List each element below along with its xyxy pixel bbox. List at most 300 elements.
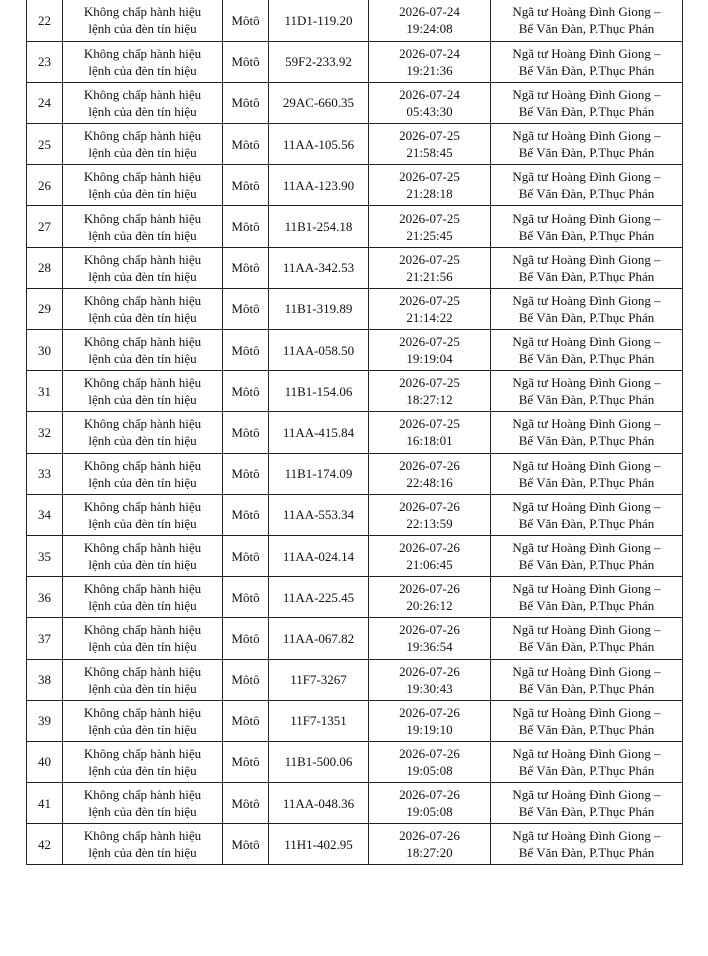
vehicle-type: Môtô xyxy=(231,836,260,852)
table-row xyxy=(27,0,683,41)
cell-violation xyxy=(63,741,223,782)
violation-date: 2026-07-26 xyxy=(399,828,460,844)
violation-text-line2: lệnh của đèn tín hiệu xyxy=(88,474,197,490)
cell-license-plate xyxy=(269,659,369,700)
table-row xyxy=(27,124,683,165)
row-number: 30 xyxy=(38,342,51,358)
cell-timestamp xyxy=(369,577,491,618)
violation-date: 2026-07-24 xyxy=(399,45,460,61)
violation-text-line1: Không chấp hành hiệu xyxy=(83,581,202,597)
cell-violation xyxy=(63,371,223,412)
cell-timestamp xyxy=(369,659,491,700)
location-line1: Ngã tư Hoàng Đình Giong – xyxy=(512,540,661,556)
row-number: 25 xyxy=(38,136,51,152)
violation-time: 19:30:43 xyxy=(406,680,453,696)
cell-location xyxy=(491,330,683,371)
location-line1: Ngã tư Hoàng Đình Giong – xyxy=(512,457,661,473)
table-row xyxy=(27,783,683,824)
cell-stt xyxy=(27,659,63,700)
violation-text-line2: lệnh của đèn tín hiệu xyxy=(88,227,197,243)
violation-time: 22:13:59 xyxy=(406,515,453,531)
vehicle-type: Môtô xyxy=(231,342,260,358)
table-row xyxy=(27,412,683,453)
location-line2: Bế Văn Đàn, P.Thục Phán xyxy=(518,186,655,202)
cell-stt xyxy=(27,535,63,576)
cell-license-plate xyxy=(269,0,369,41)
cell-location xyxy=(491,741,683,782)
location-line1: Ngã tư Hoàng Đình Giong – xyxy=(512,334,661,350)
vehicle-type: Môtô xyxy=(231,630,260,646)
location-line2: Bế Văn Đàn, P.Thục Phán xyxy=(518,227,655,243)
cell-location xyxy=(491,288,683,329)
violation-date: 2026-07-26 xyxy=(399,540,460,556)
violation-text-line2: lệnh của đèn tín hiệu xyxy=(88,186,197,202)
cell-violation xyxy=(63,824,223,865)
cell-license-plate xyxy=(269,371,369,412)
table-row xyxy=(27,700,683,741)
row-number: 28 xyxy=(38,260,51,276)
license-plate: 11AA-342.53 xyxy=(282,260,355,276)
cell-timestamp xyxy=(369,494,491,535)
violation-text-line2: lệnh của đèn tín hiệu xyxy=(88,268,197,284)
violation-time: 20:26:12 xyxy=(406,598,453,614)
cell-stt xyxy=(27,700,63,741)
cell-stt xyxy=(27,165,63,206)
violation-date: 2026-07-26 xyxy=(399,498,460,514)
cell-timestamp xyxy=(369,206,491,247)
violation-text-line1: Không chấp hành hiệu xyxy=(83,828,202,844)
cell-timestamp xyxy=(369,412,491,453)
location-line1: Ngã tư Hoàng Đình Giong – xyxy=(512,787,661,803)
cell-location xyxy=(491,247,683,288)
violation-time: 19:24:08 xyxy=(406,21,453,37)
violation-text-line1: Không chấp hành hiệu xyxy=(83,334,202,350)
table-row xyxy=(27,494,683,535)
vehicle-type: Môtô xyxy=(231,548,260,564)
cell-license-plate xyxy=(269,247,369,288)
violation-text-line1: Không chấp hành hiệu xyxy=(83,210,202,226)
table-row xyxy=(27,453,683,494)
location-line1: Ngã tư Hoàng Đình Giong – xyxy=(512,663,661,679)
cell-stt xyxy=(27,330,63,371)
cell-stt xyxy=(27,82,63,123)
location-line2: Bế Văn Đàn, P.Thục Phán xyxy=(518,598,655,614)
cell-vehicle-type xyxy=(223,577,269,618)
location-line1: Ngã tư Hoàng Đình Giong – xyxy=(512,375,661,391)
cell-stt xyxy=(27,453,63,494)
violation-text-line2: lệnh của đèn tín hiệu xyxy=(88,103,197,119)
cell-timestamp xyxy=(369,124,491,165)
cell-vehicle-type xyxy=(223,700,269,741)
cell-location xyxy=(491,371,683,412)
violation-time: 19:05:08 xyxy=(406,804,453,820)
vehicle-type: Môtô xyxy=(231,219,260,235)
violation-text-line1: Không chấp hành hiệu xyxy=(83,416,202,432)
cell-location xyxy=(491,0,683,41)
cell-timestamp xyxy=(369,288,491,329)
table-row xyxy=(27,41,683,82)
violation-text-line2: lệnh của đèn tín hiệu xyxy=(88,62,197,78)
location-line1: Ngã tư Hoàng Đình Giong – xyxy=(512,45,661,61)
cell-violation xyxy=(63,659,223,700)
violation-text-line2: lệnh của đèn tín hiệu xyxy=(88,721,197,737)
violation-text-line2: lệnh của đèn tín hiệu xyxy=(88,598,197,614)
row-number: 32 xyxy=(38,424,51,440)
table-row xyxy=(27,371,683,412)
license-plate: 29AC-660.35 xyxy=(282,95,355,111)
license-plate: 11AA-553.34 xyxy=(282,507,355,523)
row-number: 24 xyxy=(38,95,51,111)
violation-text-line1: Không chấp hành hiệu xyxy=(83,787,202,803)
violation-date: 2026-07-24 xyxy=(399,4,460,20)
violation-text-line2: lệnh của đèn tín hiệu xyxy=(88,845,197,861)
location-line1: Ngã tư Hoàng Đình Giong – xyxy=(512,498,661,514)
violation-time: 21:06:45 xyxy=(406,557,453,573)
violation-date: 2026-07-25 xyxy=(399,169,460,185)
vehicle-type: Môtô xyxy=(231,754,260,770)
violation-date: 2026-07-25 xyxy=(399,334,460,350)
cell-vehicle-type xyxy=(223,247,269,288)
cell-license-plate xyxy=(269,783,369,824)
cell-timestamp xyxy=(369,0,491,41)
license-plate: 11F7-1351 xyxy=(290,713,347,729)
table-row xyxy=(27,577,683,618)
location-line2: Bế Văn Đàn, P.Thục Phán xyxy=(518,639,655,655)
violations-table-body xyxy=(27,0,683,865)
vehicle-type: Môtô xyxy=(231,672,260,688)
cell-license-plate xyxy=(269,453,369,494)
violation-text-line1: Không chấp hành hiệu xyxy=(83,622,202,638)
cell-stt xyxy=(27,741,63,782)
violation-time: 18:27:20 xyxy=(406,845,453,861)
vehicle-type: Môtô xyxy=(231,136,260,152)
cell-license-plate xyxy=(269,124,369,165)
cell-stt xyxy=(27,41,63,82)
cell-license-plate xyxy=(269,824,369,865)
cell-location xyxy=(491,535,683,576)
vehicle-type: Môtô xyxy=(231,177,260,193)
cell-timestamp xyxy=(369,741,491,782)
violation-date: 2026-07-25 xyxy=(399,128,460,144)
cell-vehicle-type xyxy=(223,783,269,824)
cell-license-plate xyxy=(269,82,369,123)
location-line1: Ngã tư Hoàng Đình Giong – xyxy=(512,745,661,761)
violations-table xyxy=(26,0,683,865)
row-number: 35 xyxy=(38,548,51,564)
cell-violation xyxy=(63,124,223,165)
location-line1: Ngã tư Hoàng Đình Giong – xyxy=(512,828,661,844)
vehicle-type: Môtô xyxy=(231,466,260,482)
violation-time: 21:25:45 xyxy=(406,227,453,243)
cell-violation xyxy=(63,783,223,824)
cell-violation xyxy=(63,165,223,206)
row-number: 23 xyxy=(38,54,51,70)
violation-text-line1: Không chấp hành hiệu xyxy=(83,169,202,185)
cell-stt xyxy=(27,371,63,412)
violation-date: 2026-07-25 xyxy=(399,251,460,267)
cell-timestamp xyxy=(369,535,491,576)
license-plate: 11AA-024.14 xyxy=(282,548,355,564)
row-number: 41 xyxy=(38,795,51,811)
cell-violation xyxy=(63,535,223,576)
row-number: 31 xyxy=(38,383,51,399)
location-line1: Ngã tư Hoàng Đình Giong – xyxy=(512,128,661,144)
cell-vehicle-type xyxy=(223,41,269,82)
violation-date: 2026-07-25 xyxy=(399,210,460,226)
violation-date: 2026-07-26 xyxy=(399,457,460,473)
violation-text-line1: Không chấp hành hiệu xyxy=(83,86,202,102)
cell-location xyxy=(491,124,683,165)
violation-time: 19:19:04 xyxy=(406,351,453,367)
violation-text-line1: Không chấp hành hiệu xyxy=(83,745,202,761)
license-plate: 11AA-415.84 xyxy=(282,424,355,440)
row-number: 27 xyxy=(38,219,51,235)
location-line2: Bế Văn Đàn, P.Thục Phán xyxy=(518,103,655,119)
license-plate: 11B1-174.09 xyxy=(284,466,353,482)
location-line2: Bế Văn Đàn, P.Thục Phán xyxy=(518,268,655,284)
cell-location xyxy=(491,783,683,824)
cell-violation xyxy=(63,0,223,41)
cell-violation xyxy=(63,577,223,618)
violation-text-line1: Không chấp hành hiệu xyxy=(83,45,202,61)
cell-location xyxy=(491,82,683,123)
location-line2: Bế Văn Đàn, P.Thục Phán xyxy=(518,680,655,696)
row-number: 42 xyxy=(38,836,51,852)
table-row xyxy=(27,824,683,865)
cell-vehicle-type xyxy=(223,206,269,247)
cell-vehicle-type xyxy=(223,741,269,782)
violation-time: 19:05:08 xyxy=(406,762,453,778)
violation-time: 19:19:10 xyxy=(406,721,453,737)
location-line2: Bế Văn Đàn, P.Thục Phán xyxy=(518,474,655,490)
violation-text-line1: Không chấp hành hiệu xyxy=(83,663,202,679)
license-plate: 11AA-225.45 xyxy=(282,589,355,605)
cell-vehicle-type xyxy=(223,412,269,453)
cell-timestamp xyxy=(369,783,491,824)
cell-stt xyxy=(27,124,63,165)
cell-stt xyxy=(27,412,63,453)
violation-time: 19:21:36 xyxy=(406,62,453,78)
license-plate: 11B1-319.89 xyxy=(284,301,353,317)
license-plate: 11AA-123.90 xyxy=(282,177,355,193)
cell-vehicle-type xyxy=(223,330,269,371)
violation-date: 2026-07-26 xyxy=(399,663,460,679)
cell-vehicle-type xyxy=(223,165,269,206)
violation-time: 05:43:30 xyxy=(406,103,453,119)
violation-time: 19:36:54 xyxy=(406,639,453,655)
row-number: 26 xyxy=(38,177,51,193)
cell-timestamp xyxy=(369,165,491,206)
cell-timestamp xyxy=(369,700,491,741)
violation-text-line2: lệnh của đèn tín hiệu xyxy=(88,392,197,408)
license-plate: 11F7-3267 xyxy=(290,672,347,688)
license-plate: 11AA-067.82 xyxy=(282,630,355,646)
location-line1: Ngã tư Hoàng Đình Giong – xyxy=(512,292,661,308)
location-line1: Ngã tư Hoàng Đình Giong – xyxy=(512,251,661,267)
cell-vehicle-type xyxy=(223,453,269,494)
table-row xyxy=(27,288,683,329)
location-line1: Ngã tư Hoàng Đình Giong – xyxy=(512,4,661,20)
cell-location xyxy=(491,453,683,494)
cell-location xyxy=(491,618,683,659)
violation-time: 21:21:56 xyxy=(406,268,453,284)
cell-license-plate xyxy=(269,741,369,782)
location-line2: Bế Văn Đàn, P.Thục Phán xyxy=(518,721,655,737)
location-line1: Ngã tư Hoàng Đình Giong – xyxy=(512,169,661,185)
cell-location xyxy=(491,577,683,618)
cell-stt xyxy=(27,247,63,288)
cell-vehicle-type xyxy=(223,494,269,535)
cell-license-plate xyxy=(269,535,369,576)
license-plate: 11H1-402.95 xyxy=(284,836,353,852)
violation-time: 18:27:12 xyxy=(406,392,453,408)
cell-license-plate xyxy=(269,412,369,453)
location-line2: Bế Văn Đàn, P.Thục Phán xyxy=(518,145,655,161)
table-row xyxy=(27,659,683,700)
cell-stt xyxy=(27,288,63,329)
license-plate: 11D1-119.20 xyxy=(284,12,353,28)
cell-stt xyxy=(27,783,63,824)
table-row xyxy=(27,206,683,247)
cell-location xyxy=(491,41,683,82)
violation-text-line1: Không chấp hành hiệu xyxy=(83,128,202,144)
location-line1: Ngã tư Hoàng Đình Giong – xyxy=(512,210,661,226)
violation-text-line1: Không chấp hành hiệu xyxy=(83,251,202,267)
vehicle-type: Môtô xyxy=(231,795,260,811)
violation-text-line2: lệnh của đèn tín hiệu xyxy=(88,21,197,37)
cell-violation xyxy=(63,453,223,494)
cell-vehicle-type xyxy=(223,371,269,412)
cell-license-plate xyxy=(269,206,369,247)
cell-stt xyxy=(27,0,63,41)
cell-timestamp xyxy=(369,247,491,288)
violation-date: 2026-07-26 xyxy=(399,581,460,597)
vehicle-type: Môtô xyxy=(231,95,260,111)
cell-stt xyxy=(27,206,63,247)
location-line2: Bế Văn Đàn, P.Thục Phán xyxy=(518,62,655,78)
cell-timestamp xyxy=(369,453,491,494)
row-number: 34 xyxy=(38,507,51,523)
license-plate: 11B1-500.06 xyxy=(284,754,353,770)
cell-timestamp xyxy=(369,371,491,412)
violation-text-line2: lệnh của đèn tín hiệu xyxy=(88,639,197,655)
vehicle-type: Môtô xyxy=(231,54,260,70)
table-row xyxy=(27,82,683,123)
cell-license-plate xyxy=(269,330,369,371)
cell-stt xyxy=(27,577,63,618)
location-line2: Bế Văn Đàn, P.Thục Phán xyxy=(518,392,655,408)
violation-time: 21:14:22 xyxy=(406,309,453,325)
violation-time: 21:58:45 xyxy=(406,145,453,161)
cell-violation xyxy=(63,247,223,288)
violation-time: 22:48:16 xyxy=(406,474,453,490)
license-plate: 11AA-058.50 xyxy=(282,342,355,358)
table-row xyxy=(27,247,683,288)
cell-vehicle-type xyxy=(223,618,269,659)
cell-license-plate xyxy=(269,165,369,206)
location-line2: Bế Văn Đàn, P.Thục Phán xyxy=(518,804,655,820)
vehicle-type: Môtô xyxy=(231,424,260,440)
row-number: 33 xyxy=(38,466,51,482)
cell-vehicle-type xyxy=(223,288,269,329)
location-line2: Bế Văn Đàn, P.Thục Phán xyxy=(518,762,655,778)
violation-text-line1: Không chấp hành hiệu xyxy=(83,292,202,308)
location-line2: Bế Văn Đàn, P.Thục Phán xyxy=(518,21,655,37)
row-number: 38 xyxy=(38,672,51,688)
violation-text-line2: lệnh của đèn tín hiệu xyxy=(88,351,197,367)
violation-text-line1: Không chấp hành hiệu xyxy=(83,540,202,556)
location-line2: Bế Văn Đàn, P.Thục Phán xyxy=(518,845,655,861)
cell-violation xyxy=(63,330,223,371)
cell-location xyxy=(491,206,683,247)
cell-timestamp xyxy=(369,824,491,865)
cell-stt xyxy=(27,494,63,535)
cell-vehicle-type xyxy=(223,535,269,576)
cell-license-plate xyxy=(269,41,369,82)
table-row xyxy=(27,741,683,782)
violation-time: 21:28:18 xyxy=(406,186,453,202)
table-row xyxy=(27,330,683,371)
license-plate: 11AA-105.56 xyxy=(282,136,355,152)
cell-timestamp xyxy=(369,330,491,371)
violation-date: 2026-07-26 xyxy=(399,704,460,720)
violation-date: 2026-07-25 xyxy=(399,375,460,391)
cell-license-plate xyxy=(269,618,369,659)
cell-violation xyxy=(63,494,223,535)
violation-date: 2026-07-24 xyxy=(399,86,460,102)
license-plate: 59F2-233.92 xyxy=(285,54,352,70)
row-number: 39 xyxy=(38,713,51,729)
violation-date: 2026-07-25 xyxy=(399,416,460,432)
cell-location xyxy=(491,165,683,206)
violation-text-line2: lệnh của đèn tín hiệu xyxy=(88,804,197,820)
vehicle-type: Môtô xyxy=(231,507,260,523)
cell-violation xyxy=(63,700,223,741)
cell-location xyxy=(491,494,683,535)
cell-vehicle-type xyxy=(223,659,269,700)
violation-text-line2: lệnh của đèn tín hiệu xyxy=(88,309,197,325)
location-line1: Ngã tư Hoàng Đình Giong – xyxy=(512,581,661,597)
cell-vehicle-type xyxy=(223,124,269,165)
table-row xyxy=(27,618,683,659)
cell-vehicle-type xyxy=(223,0,269,41)
location-line2: Bế Văn Đàn, P.Thục Phán xyxy=(518,351,655,367)
row-number: 36 xyxy=(38,589,51,605)
cell-stt xyxy=(27,824,63,865)
cell-license-plate xyxy=(269,577,369,618)
license-plate: 11B1-154.06 xyxy=(284,383,353,399)
location-line1: Ngã tư Hoàng Đình Giong – xyxy=(512,704,661,720)
license-plate: 11B1-254.18 xyxy=(284,219,353,235)
violation-text-line2: lệnh của đèn tín hiệu xyxy=(88,762,197,778)
row-number: 37 xyxy=(38,630,51,646)
vehicle-type: Môtô xyxy=(231,589,260,605)
violation-text-line2: lệnh của đèn tín hiệu xyxy=(88,680,197,696)
violation-date: 2026-07-26 xyxy=(399,745,460,761)
cell-location xyxy=(491,412,683,453)
vehicle-type: Môtô xyxy=(231,713,260,729)
location-line1: Ngã tư Hoàng Đình Giong – xyxy=(512,86,661,102)
vehicle-type: Môtô xyxy=(231,301,260,317)
cell-timestamp xyxy=(369,41,491,82)
cell-vehicle-type xyxy=(223,82,269,123)
location-line2: Bế Văn Đàn, P.Thục Phán xyxy=(518,309,655,325)
cell-location xyxy=(491,659,683,700)
license-plate: 11AA-048.36 xyxy=(282,795,355,811)
violation-text-line2: lệnh của đèn tín hiệu xyxy=(88,145,197,161)
cell-stt xyxy=(27,618,63,659)
vehicle-type: Môtô xyxy=(231,383,260,399)
